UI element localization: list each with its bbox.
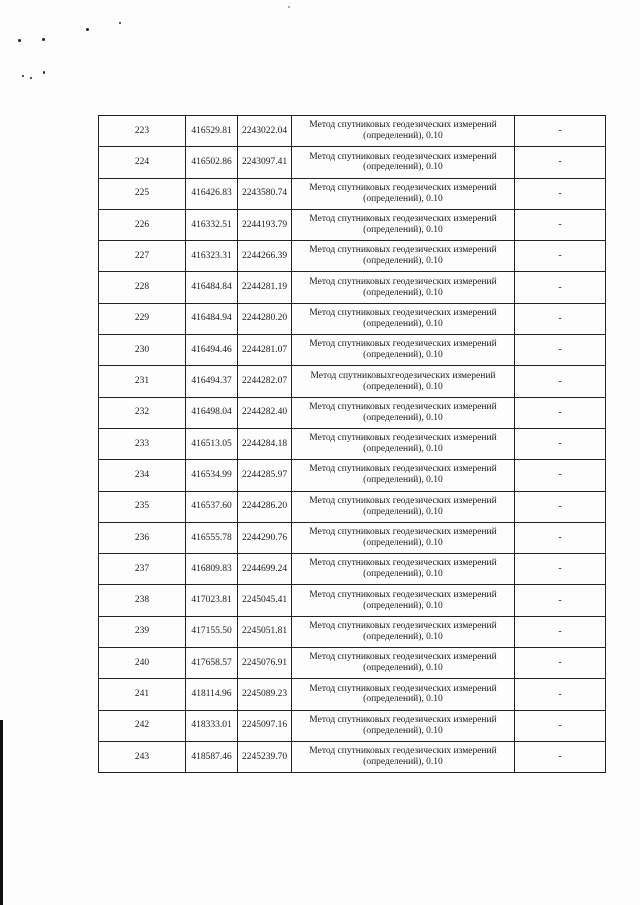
- x-coordinate-cell: [186, 303, 238, 334]
- point-number-text: 229: [134, 313, 150, 324]
- method-cell: [292, 241, 515, 272]
- extra-text: -: [558, 751, 562, 763]
- y-coordinate-cell: [238, 303, 292, 334]
- y-coordinate-text: 2244282.07: [241, 376, 288, 387]
- extra-text: -: [558, 688, 562, 700]
- y-coordinate-text: 2243580.74: [241, 188, 288, 199]
- y-coordinate-text: 2244285.97: [241, 469, 288, 480]
- y-coordinate-cell: [238, 178, 292, 209]
- extra-cell: [515, 554, 606, 585]
- y-coordinate-cell: [238, 585, 292, 616]
- method-cell: [292, 491, 515, 522]
- table-row: [99, 585, 606, 616]
- point-number-text: 234: [134, 469, 150, 480]
- extra-cell: [515, 679, 606, 710]
- extra-text: -: [558, 125, 562, 137]
- point-number-text: 236: [134, 532, 150, 543]
- point-number-cell: [99, 741, 186, 772]
- method-cell: [292, 366, 515, 397]
- point-number-cell: [99, 710, 186, 741]
- y-coordinate-cell: [238, 116, 292, 147]
- method-cell: [292, 116, 515, 147]
- y-coordinate-text: 2244290.76: [241, 532, 288, 543]
- x-coordinate-text: 418333.01: [191, 720, 232, 731]
- y-coordinate-cell: [238, 522, 292, 553]
- x-coordinate-text: 416809.83: [191, 563, 232, 574]
- x-coordinate-text: 417658.57: [191, 657, 232, 668]
- method-cell: [292, 147, 515, 178]
- x-coordinate-cell: [186, 616, 238, 647]
- y-coordinate-cell: [238, 366, 292, 397]
- y-coordinate-text: 2244284.18: [241, 438, 288, 449]
- extra-text: -: [558, 657, 562, 669]
- y-coordinate-text: 2245051.81: [241, 626, 288, 637]
- extra-cell: [515, 616, 606, 647]
- y-coordinate-text: 2244699.24: [241, 563, 288, 574]
- point-number-text: 233: [134, 438, 150, 449]
- extra-cell: [515, 460, 606, 491]
- x-coordinate-cell: [186, 366, 238, 397]
- method-text: Метод спутниковых геодезических измерений (определений), 0.10: [309, 401, 497, 423]
- extra-text: -: [558, 406, 562, 418]
- x-coordinate-text: 416426.83: [191, 188, 232, 199]
- y-coordinate-text: 2244266.39: [241, 250, 288, 261]
- method-cell: [292, 522, 515, 553]
- coordinates-table: [98, 115, 606, 773]
- method-cell: [292, 460, 515, 491]
- table-row: [99, 491, 606, 522]
- x-coordinate-cell: [186, 679, 238, 710]
- scan-speck: [22, 75, 24, 77]
- extra-cell: [515, 648, 606, 679]
- method-text: Метод спутниковых геодезических измерений (определений), 0.10: [309, 308, 497, 329]
- table-row: [99, 428, 606, 459]
- y-coordinate-cell: [238, 335, 292, 366]
- method-text: Метод спутниковых геодезических измерений (определений), 0.10: [309, 464, 497, 486]
- x-coordinate-cell: [186, 460, 238, 491]
- method-text: Метод спутниковых геодезических измерений (определений), 0.10: [309, 714, 497, 736]
- y-coordinate-cell: [238, 648, 292, 679]
- y-coordinate-text: 2244193.79: [241, 219, 288, 230]
- x-coordinate-cell: [186, 585, 238, 616]
- y-coordinate-text: 2244281.07: [241, 344, 288, 355]
- extra-cell: [515, 585, 606, 616]
- x-coordinate-text: 416534.99: [191, 469, 232, 480]
- point-number-cell: [99, 491, 186, 522]
- point-number-text: 230: [134, 344, 150, 355]
- point-number-text: 242: [134, 720, 150, 731]
- y-coordinate-cell: [238, 491, 292, 522]
- point-number-text: 231: [134, 376, 150, 387]
- x-coordinate-text: 418587.46: [191, 751, 232, 762]
- point-number-cell: [99, 272, 186, 303]
- y-coordinate-cell: [238, 397, 292, 428]
- method-text: Метод спутниковых геодезических измерений (определений), 0.10: [309, 245, 497, 267]
- extra-text: -: [558, 219, 562, 231]
- x-coordinate-cell: [186, 648, 238, 679]
- y-coordinate-cell: [238, 241, 292, 272]
- y-coordinate-text: 2245089.23: [241, 689, 288, 700]
- x-coordinate-text: 418114.96: [191, 689, 232, 700]
- extra-text: -: [558, 594, 562, 606]
- y-coordinate-text: 2245045.41: [241, 595, 288, 606]
- method-text: Метод спутниковых геодезических измерений (определений), 0.10: [309, 558, 497, 580]
- x-coordinate-text: 416494.37: [191, 376, 232, 387]
- method-text: Метод спутниковых геодезических измерений (определений), 0.10: [309, 214, 497, 236]
- extra-text: -: [558, 438, 562, 450]
- table-row: [99, 366, 606, 397]
- table-row: [99, 616, 606, 647]
- method-cell: [292, 178, 515, 209]
- extra-cell: [515, 741, 606, 772]
- x-coordinate-cell: [186, 209, 238, 240]
- extra-text: -: [558, 156, 562, 168]
- extra-cell: [515, 397, 606, 428]
- method-cell: [292, 303, 515, 334]
- x-coordinate-cell: [186, 741, 238, 772]
- x-coordinate-text: 416513.05: [191, 438, 232, 449]
- x-coordinate-cell: [186, 554, 238, 585]
- method-text: Метод спутниковыхгеодезических измерений (определений), 0.10: [310, 370, 496, 392]
- extra-cell: [515, 272, 606, 303]
- x-coordinate-text: 416537.60: [191, 501, 232, 512]
- scan-speck: [288, 6, 290, 8]
- point-number-text: 225: [134, 188, 150, 199]
- extra-cell: [515, 522, 606, 553]
- point-number-cell: [99, 178, 186, 209]
- point-number-cell: [99, 554, 186, 585]
- scan-speck: [86, 28, 89, 31]
- scan-edge-mark: [0, 720, 3, 905]
- y-coordinate-cell: [238, 272, 292, 303]
- y-coordinate-cell: [238, 741, 292, 772]
- point-number-cell: [99, 397, 186, 428]
- extra-text: -: [558, 500, 562, 512]
- method-text: Метод спутниковых геодезических измерений (определений), 0.10: [309, 433, 497, 455]
- extra-text: -: [558, 281, 562, 293]
- point-number-cell: [99, 335, 186, 366]
- method-text: Метод спутниковых геодезических измерений (определений), 0.10: [309, 527, 497, 548]
- method-cell: [292, 679, 515, 710]
- scan-speck: [119, 22, 121, 24]
- y-coordinate-text: 2243097.41: [241, 156, 288, 167]
- table-row: [99, 147, 606, 178]
- y-coordinate-text: 2244281.19: [241, 282, 288, 293]
- method-cell: [292, 397, 515, 428]
- table-row: [99, 303, 606, 334]
- x-coordinate-cell: [186, 710, 238, 741]
- table-row: [99, 741, 606, 772]
- x-coordinate-text: 417023.81: [191, 595, 232, 606]
- method-cell: [292, 554, 515, 585]
- x-coordinate-text: 416502.86: [191, 156, 232, 167]
- extra-cell: [515, 366, 606, 397]
- x-coordinate-text: 416332.51: [191, 219, 232, 230]
- extra-cell: [515, 491, 606, 522]
- extra-cell: [515, 335, 606, 366]
- y-coordinate-cell: [238, 679, 292, 710]
- point-number-text: 228: [134, 282, 150, 293]
- y-coordinate-cell: [238, 554, 292, 585]
- extra-cell: [515, 710, 606, 741]
- extra-cell: [515, 209, 606, 240]
- y-coordinate-cell: [238, 460, 292, 491]
- x-coordinate-cell: [186, 116, 238, 147]
- point-number-cell: [99, 209, 186, 240]
- x-coordinate-cell: [186, 522, 238, 553]
- point-number-cell: [99, 460, 186, 491]
- table-row: [99, 335, 606, 366]
- extra-text: -: [558, 375, 562, 387]
- table-row: [99, 272, 606, 303]
- extra-cell: [515, 428, 606, 459]
- point-number-text: 232: [134, 407, 150, 418]
- table-row: [99, 460, 606, 491]
- scan-speck: [18, 39, 21, 42]
- point-number-text: 223: [134, 125, 150, 136]
- point-number-text: 226: [134, 219, 150, 230]
- method-text: Метод спутниковых геодезических измерений (определений), 0.10: [309, 151, 497, 173]
- method-cell: [292, 710, 515, 741]
- table-row: [99, 397, 606, 428]
- extra-cell: [515, 116, 606, 147]
- method-text: Метод спутниковых геодезических измерений (определений), 0.10: [309, 120, 497, 142]
- point-number-text: 237: [134, 563, 150, 574]
- method-cell: [292, 616, 515, 647]
- table-row: [99, 241, 606, 272]
- point-number-text: 243: [134, 751, 150, 762]
- extra-text: -: [558, 250, 562, 262]
- x-coordinate-cell: [186, 241, 238, 272]
- y-coordinate-text: 2244286.20: [241, 501, 288, 512]
- extra-text: -: [558, 469, 562, 481]
- x-coordinate-cell: [186, 178, 238, 209]
- extra-cell: [515, 178, 606, 209]
- y-coordinate-cell: [238, 616, 292, 647]
- point-number-text: 240: [134, 657, 150, 668]
- scan-speck: [42, 38, 45, 41]
- point-number-cell: [99, 616, 186, 647]
- method-text: Метод спутниковых геодезических измерений (определений), 0.10: [309, 276, 497, 298]
- x-coordinate-text: 416323.31: [191, 250, 232, 261]
- method-text: Метод спутниковых геодезических измерений (определений), 0.10: [309, 589, 497, 611]
- table-row: [99, 522, 606, 553]
- extra-cell: [515, 303, 606, 334]
- point-number-cell: [99, 648, 186, 679]
- x-coordinate-text: 416484.84: [191, 282, 232, 293]
- y-coordinate-cell: [238, 710, 292, 741]
- point-number-text: 227: [134, 250, 150, 261]
- point-number-cell: [99, 303, 186, 334]
- y-coordinate-text: 2243022.04: [241, 125, 288, 136]
- extra-text: -: [558, 312, 562, 324]
- y-coordinate-cell: [238, 428, 292, 459]
- x-coordinate-text: 416494.46: [191, 344, 232, 355]
- x-coordinate-cell: [186, 272, 238, 303]
- y-coordinate-cell: [238, 209, 292, 240]
- point-number-cell: [99, 147, 186, 178]
- x-coordinate-cell: [186, 428, 238, 459]
- point-number-cell: [99, 428, 186, 459]
- y-coordinate-cell: [238, 147, 292, 178]
- y-coordinate-text: 2244282.40: [241, 407, 288, 418]
- table-row: [99, 116, 606, 147]
- extra-text: -: [558, 625, 562, 637]
- x-coordinate-cell: [186, 397, 238, 428]
- method-text: Метод спутниковых геодезических измерений (определений), 0.10: [309, 182, 497, 204]
- table-row: [99, 209, 606, 240]
- y-coordinate-text: 2245239.70: [241, 751, 288, 762]
- extra-cell: [515, 147, 606, 178]
- method-cell: [292, 648, 515, 679]
- point-number-text: 235: [134, 501, 150, 512]
- extra-cell: [515, 241, 606, 272]
- scan-speck: [30, 77, 32, 79]
- method-text: Метод спутниковых геодезических измерений (определений), 0.10: [309, 746, 497, 768]
- extra-text: -: [558, 719, 562, 731]
- method-cell: [292, 585, 515, 616]
- method-cell: [292, 209, 515, 240]
- y-coordinate-text: 2244280.20: [241, 313, 288, 324]
- point-number-cell: [99, 522, 186, 553]
- table-row: [99, 178, 606, 209]
- extra-text: -: [558, 344, 562, 356]
- table-row: [99, 679, 606, 710]
- table-row: [99, 710, 606, 741]
- x-coordinate-cell: [186, 335, 238, 366]
- method-text: Метод спутниковых геодезических измерений (определений), 0.10: [309, 339, 497, 361]
- method-text: Метод спутниковых геодезических измерений (определений), 0.10: [309, 495, 497, 517]
- extra-text: -: [558, 532, 562, 544]
- point-number-cell: [99, 679, 186, 710]
- table-row: [99, 648, 606, 679]
- point-number-text: 241: [134, 689, 150, 700]
- point-number-text: 224: [134, 156, 150, 167]
- table-row: [99, 554, 606, 585]
- method-cell: [292, 272, 515, 303]
- x-coordinate-text: 416498.04: [191, 407, 232, 418]
- y-coordinate-text: 2245097.16: [241, 720, 288, 731]
- y-coordinate-text: 2245076.91: [241, 657, 288, 668]
- coordinates-table-body: [99, 116, 606, 773]
- extra-text: -: [558, 187, 562, 199]
- point-number-text: 239: [134, 626, 150, 637]
- extra-text: -: [558, 563, 562, 575]
- x-coordinate-cell: [186, 147, 238, 178]
- point-number-cell: [99, 366, 186, 397]
- method-text: Метод спутниковых геодезических измерений (определений), 0.10: [309, 683, 497, 705]
- point-number-cell: [99, 585, 186, 616]
- scan-speck: [43, 71, 45, 74]
- x-coordinate-text: 416555.78: [191, 532, 232, 543]
- point-number-cell: [99, 116, 186, 147]
- method-cell: [292, 428, 515, 459]
- x-coordinate-text: 416529.81: [191, 125, 232, 136]
- method-text: Метод спутниковых геодезических измерений (определений), 0.10: [309, 652, 497, 674]
- x-coordinate-text: 416484.94: [191, 313, 232, 324]
- x-coordinate-cell: [186, 491, 238, 522]
- method-cell: [292, 741, 515, 772]
- x-coordinate-text: 417155.50: [191, 626, 232, 637]
- point-number-text: 238: [134, 595, 150, 606]
- method-text: Метод спутниковых геодезических измерений (определений), 0.10: [309, 620, 497, 642]
- point-number-cell: [99, 241, 186, 272]
- method-cell: [292, 335, 515, 366]
